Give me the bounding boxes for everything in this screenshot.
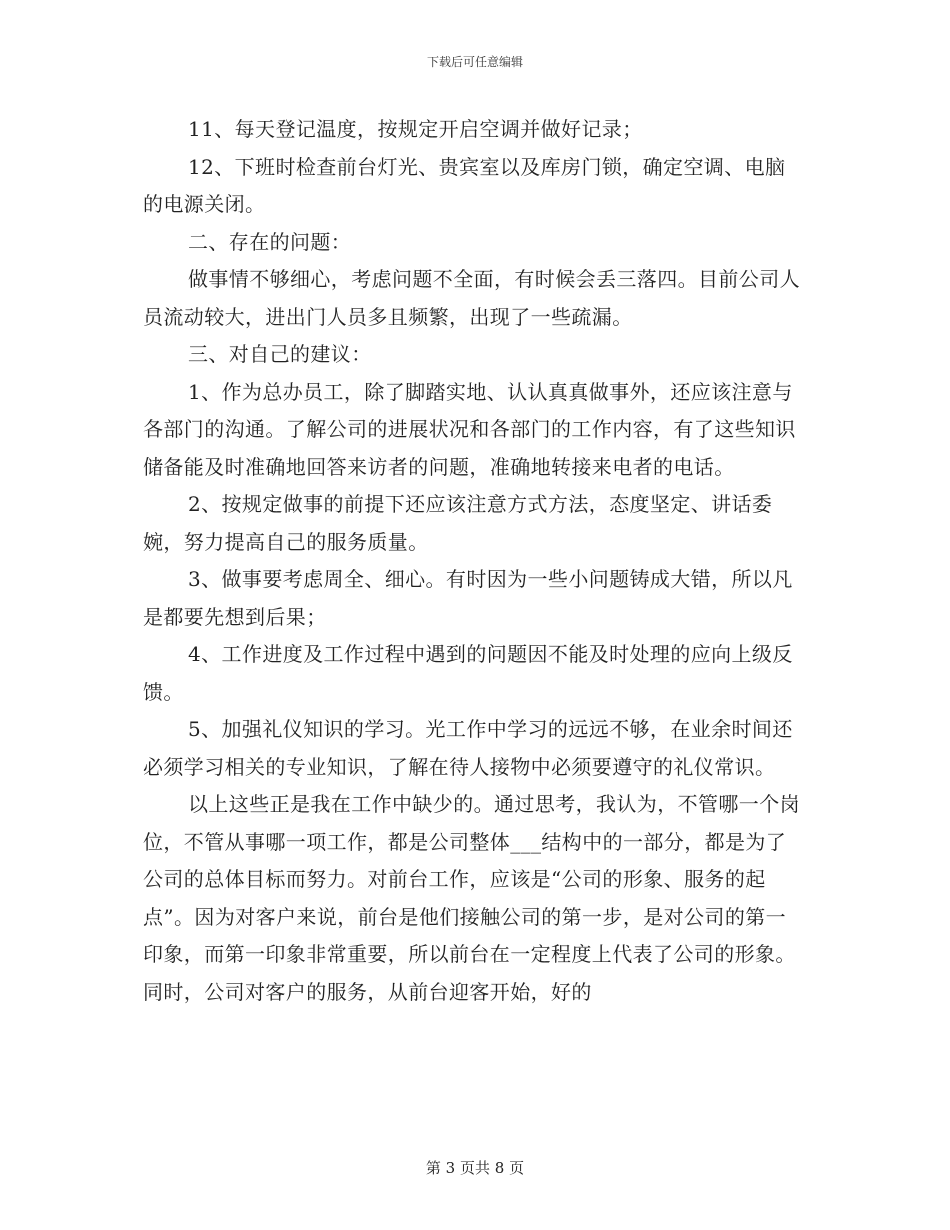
paragraph-suggestion-1: 1、作为总办员工，除了脚踏实地、认认真真做事外，还应该注意与各部门的沟通。了解公司的进展状况和各部门的工作内容，有了这些知识储备能及时准确地回答来访者的问题，准确地转接来电者的电话。	[143, 379, 796, 479]
document-body	[143, 111, 803, 1011]
paragraph-problems: 做事情不够细心，考虑问题不全面，有时候会丢三落四。目前公司人员流动较大，进出门人员多且频繁，出现了一些疏漏。	[143, 267, 800, 329]
page-header: 下载后可任意编辑	[426, 55, 523, 69]
paragraph-suggestion-5: 5、加强礼仪知识的学习。光工作中学习的远远不够，在业余时间还必须学习相关的专业知识，了解在待人接物中必须要遵守的礼仪常识。	[143, 717, 793, 779]
section-heading-problems: 二、存在的问题：	[188, 229, 352, 254]
paragraph-suggestion-2: 2、按规定做事的前提下还应该注意方式方法，态度坚定、讲话委婉，努力提高自己的服务质量。	[143, 492, 773, 554]
paragraph-suggestion-4: 4、工作进度及工作过程中遇到的问题因不能及时处理的应向上级反馈。	[143, 642, 793, 704]
paragraph-item-12: 12、下班时检查前台灯光、贵宾室以及库房门锁，确定空调、电脑的电源关闭。	[143, 154, 786, 216]
section-heading-suggestions: 三、对自己的建议：	[188, 342, 372, 366]
page-footer: 第 3 页共 8 页	[425, 1159, 525, 1177]
paragraph-suggestion-3: 3、做事要考虑周全、细心。有时因为一些小问题铸成大错，所以凡是都要先想到后果；	[143, 567, 793, 629]
paragraph-conclusion: 以上这些正是我在工作中缺少的。通过思考，我认为，不管哪一个岗位，不管从事哪一项工作，都是公司整体___结构中的一部分，都是为了公司的总体目标而努力。对前台工作，应该是“公司的形象、服务的起点”。因为对客户来说，前台是他们接触公司的第一步，是对公司的第一印象，而第一印象非常重要，所以前台在一定程度上代表了公司的形象。同时，公司对客户的服务，从前台迎客开始，好的	[143, 792, 800, 1004]
paragraph-item-11: 11、每天登记温度，按规定开启空调并做好记录；	[188, 117, 643, 141]
